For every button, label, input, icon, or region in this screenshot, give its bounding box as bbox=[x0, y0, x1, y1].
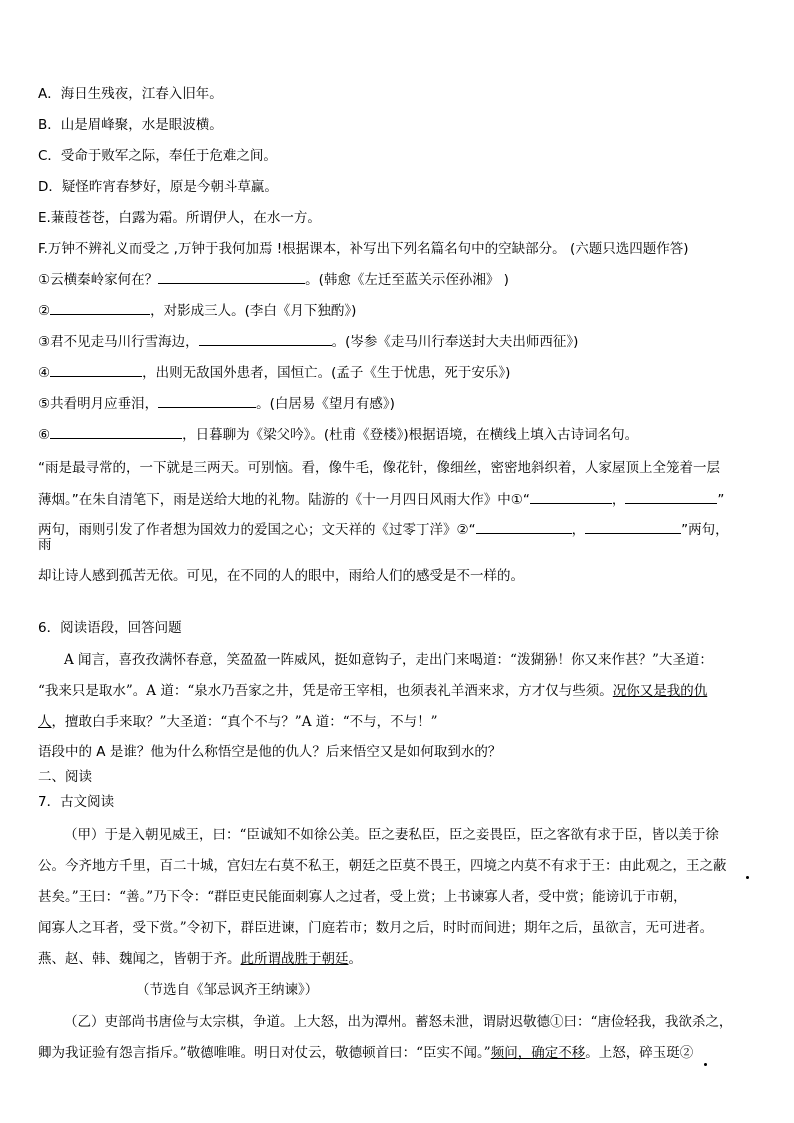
answer-blank[interactable] bbox=[476, 520, 572, 534]
rain-para-line-3b: 雨 bbox=[38, 537, 52, 553]
q6-underlined-text: 人 bbox=[38, 714, 52, 730]
fill-line-6 bbox=[38, 425, 758, 445]
q7-text: 卿为我证验有怨言指斥。”敬德唯唯。明日对仗云，敬德顿首曰：“臣实不闻。” bbox=[38, 1045, 491, 1061]
fill-text: ⑤共看明月应垂泪， bbox=[38, 396, 159, 412]
rain-para-line-4: 却让诗人感到孤苦无依。可见，在不同的人的眼中，雨给人们的感受是不一样的。 bbox=[38, 568, 524, 584]
q7-text: 。上怒，碎玉珽② bbox=[585, 1045, 694, 1061]
question-5-line: F.万钟不辨礼义而受之 ,万钟于我何加焉 !根据课本，补写出下列名篇名句中的空缺部分。 (六题只选四题作答) bbox=[38, 241, 689, 257]
q7-underlined-text: 频问，确定不移 bbox=[490, 1045, 586, 1061]
answer-blank[interactable] bbox=[158, 270, 305, 284]
fill-text: 。(岑参《走马川行奉送封大夫出师西征》) bbox=[331, 334, 579, 350]
answer-blank[interactable] bbox=[585, 520, 681, 534]
option-d: D．疑怪昨宵春梦好，原是今朝斗草赢。 bbox=[38, 179, 278, 195]
fill-text: 。(韩愈《左迁至蓝关示侄孙湘》 ) bbox=[305, 272, 509, 288]
fill-text: ② bbox=[38, 303, 51, 319]
q7-a-line-1: （甲）于是入朝见威王，曰：“臣诚知不如徐公美。臣之妻私臣，臣之妾畏臣，臣之客欲有求于臣，皆以美于徐 bbox=[64, 827, 719, 843]
q6-passage-line-1: A 闻言，喜孜孜满怀春意，笑盈盈一阵威风，挺如意钩子，走出门来喝道：“泼猢狲！你又来作甚？”大圣道： bbox=[64, 652, 713, 668]
fill-text: ⑥ bbox=[38, 427, 51, 443]
fill-text: ，日暮聊为《梁父吟》。(杜甫《登楼》)根据语境，在横线上填入古诗词名句。 bbox=[182, 427, 639, 443]
fill-line-5 bbox=[38, 394, 758, 414]
answer-blank[interactable] bbox=[50, 363, 142, 377]
q7-text: 燕、赵、韩、魏闻之，皆朝于齐。 bbox=[38, 951, 241, 967]
q7-a-line-4: 闻寡人之耳者，受下赏。”令初下，群臣进谏，门庭若市；数月之后，时时而间进；期年之后，虽欲言，无可进者。 bbox=[38, 920, 714, 936]
answer-blank[interactable] bbox=[625, 490, 717, 504]
fill-line-3 bbox=[38, 332, 758, 352]
answer-blank[interactable] bbox=[530, 490, 612, 504]
q7-a-line-3: 甚矣。”王曰：“善。”乃下令：“群臣吏民能面刺寡人之过者，受上赏；上书谏寡人者，受中赏；能谤讥于市朝， bbox=[38, 889, 687, 905]
option-c: C．受命于败军之际，奉任于危难之间。 bbox=[38, 148, 277, 164]
q7-underlined-text: 此所谓战胜于朝廷 bbox=[240, 951, 349, 967]
question-7-title: 7．古文阅读 bbox=[38, 794, 115, 810]
answer-blank[interactable] bbox=[199, 332, 332, 346]
q6-question: 语段中的 A 是谁？他为什么称悟空是他的仇人？后来悟空又是如何取到水的？ bbox=[38, 744, 502, 760]
q7-text: 。 bbox=[348, 951, 362, 967]
rain-text: ， bbox=[611, 492, 626, 508]
q7-a-line-5 bbox=[38, 949, 758, 969]
fill-text: ①云横秦岭家何在？ bbox=[38, 272, 159, 288]
answer-blank[interactable] bbox=[158, 394, 256, 408]
section-2-heading: 二、阅读 bbox=[38, 769, 92, 785]
rain-para-line-2 bbox=[38, 490, 758, 510]
fill-line-4 bbox=[38, 363, 758, 383]
fill-text: 。(白居易《望月有感》) bbox=[256, 396, 395, 412]
q6-text: “我来只是取水”。A 道：“泉水乃吾家之井，凭是帝王宰相，也须表礼羊酒来求，方才仅与些须。 bbox=[38, 683, 613, 699]
rain-text: ”两句， bbox=[681, 522, 729, 538]
fill-text: ④ bbox=[38, 365, 51, 381]
fill-text: ，出则无敌国外患者，国恒亡。(孟子《生于忧患，死于安乐》) bbox=[142, 365, 511, 381]
q7-b-line-1: （乙）吏部尚书唐俭与太宗棋，争道。上大怒，出为潭州。蓄怒未泄，谓尉迟敬德①曰：“唐俭轻我，我欲杀之， bbox=[64, 1014, 733, 1030]
rain-text: ” bbox=[717, 492, 725, 508]
rain-text: 薄烟。”在朱自清笔下，雨是送给大地的礼物。陆游的《十一月四日风雨大作》中①“ bbox=[38, 492, 530, 508]
answer-blank[interactable] bbox=[50, 425, 182, 439]
rain-text: 两句，雨则引发了作者想为国效力的爱国之心；文天祥的《过零丁洋》②“ bbox=[38, 522, 476, 538]
option-b: B．山是眉峰聚，水是眼波横。 bbox=[38, 117, 223, 133]
q7-a-line-2: 公。今齐地方千里，百二十城，宫妇左右莫不私王，朝廷之臣莫不畏王，四境之内莫不有求于王：由此观之，王之蔽 bbox=[38, 858, 727, 874]
answer-blank[interactable] bbox=[50, 301, 150, 315]
option-e: E.蒹葭苍苍，白露为霜。所谓伊人，在水一方。 bbox=[38, 210, 321, 226]
emphasis-dot bbox=[704, 1063, 707, 1066]
q7-b-line-2 bbox=[38, 1043, 758, 1063]
q6-underlined-text: 况你又是我的仇 bbox=[612, 683, 708, 699]
q6-passage-line-2 bbox=[38, 681, 758, 701]
rain-para-line-1: “雨是最寻常的，一下就是三两天。可别恼。看，像牛毛，像花针，像细丝，密密地斜织着，人家屋顶上全笼着一层 bbox=[38, 460, 720, 476]
q6-text: ，擅敢白手来取？”大圣道：“真个不与？”A 道：“不与，不与！” bbox=[51, 714, 438, 730]
fill-text: ，对影成三人。(李白《月下独酌》) bbox=[150, 303, 357, 319]
fill-line-1 bbox=[38, 270, 758, 290]
option-a: A．海日生残夜，江春入旧年。 bbox=[38, 86, 223, 102]
fill-line-2 bbox=[38, 301, 758, 321]
rain-text: ， bbox=[571, 522, 586, 538]
question-6-title: 6．阅读语段，回答问题 bbox=[38, 620, 182, 636]
emphasis-dot bbox=[746, 876, 749, 879]
q7-a-source: （节选自《邹忌讽齐王纳谏》） bbox=[136, 982, 319, 998]
fill-text: ③君不见走马川行雪海边， bbox=[38, 334, 199, 350]
q6-passage-line-3 bbox=[38, 712, 758, 732]
